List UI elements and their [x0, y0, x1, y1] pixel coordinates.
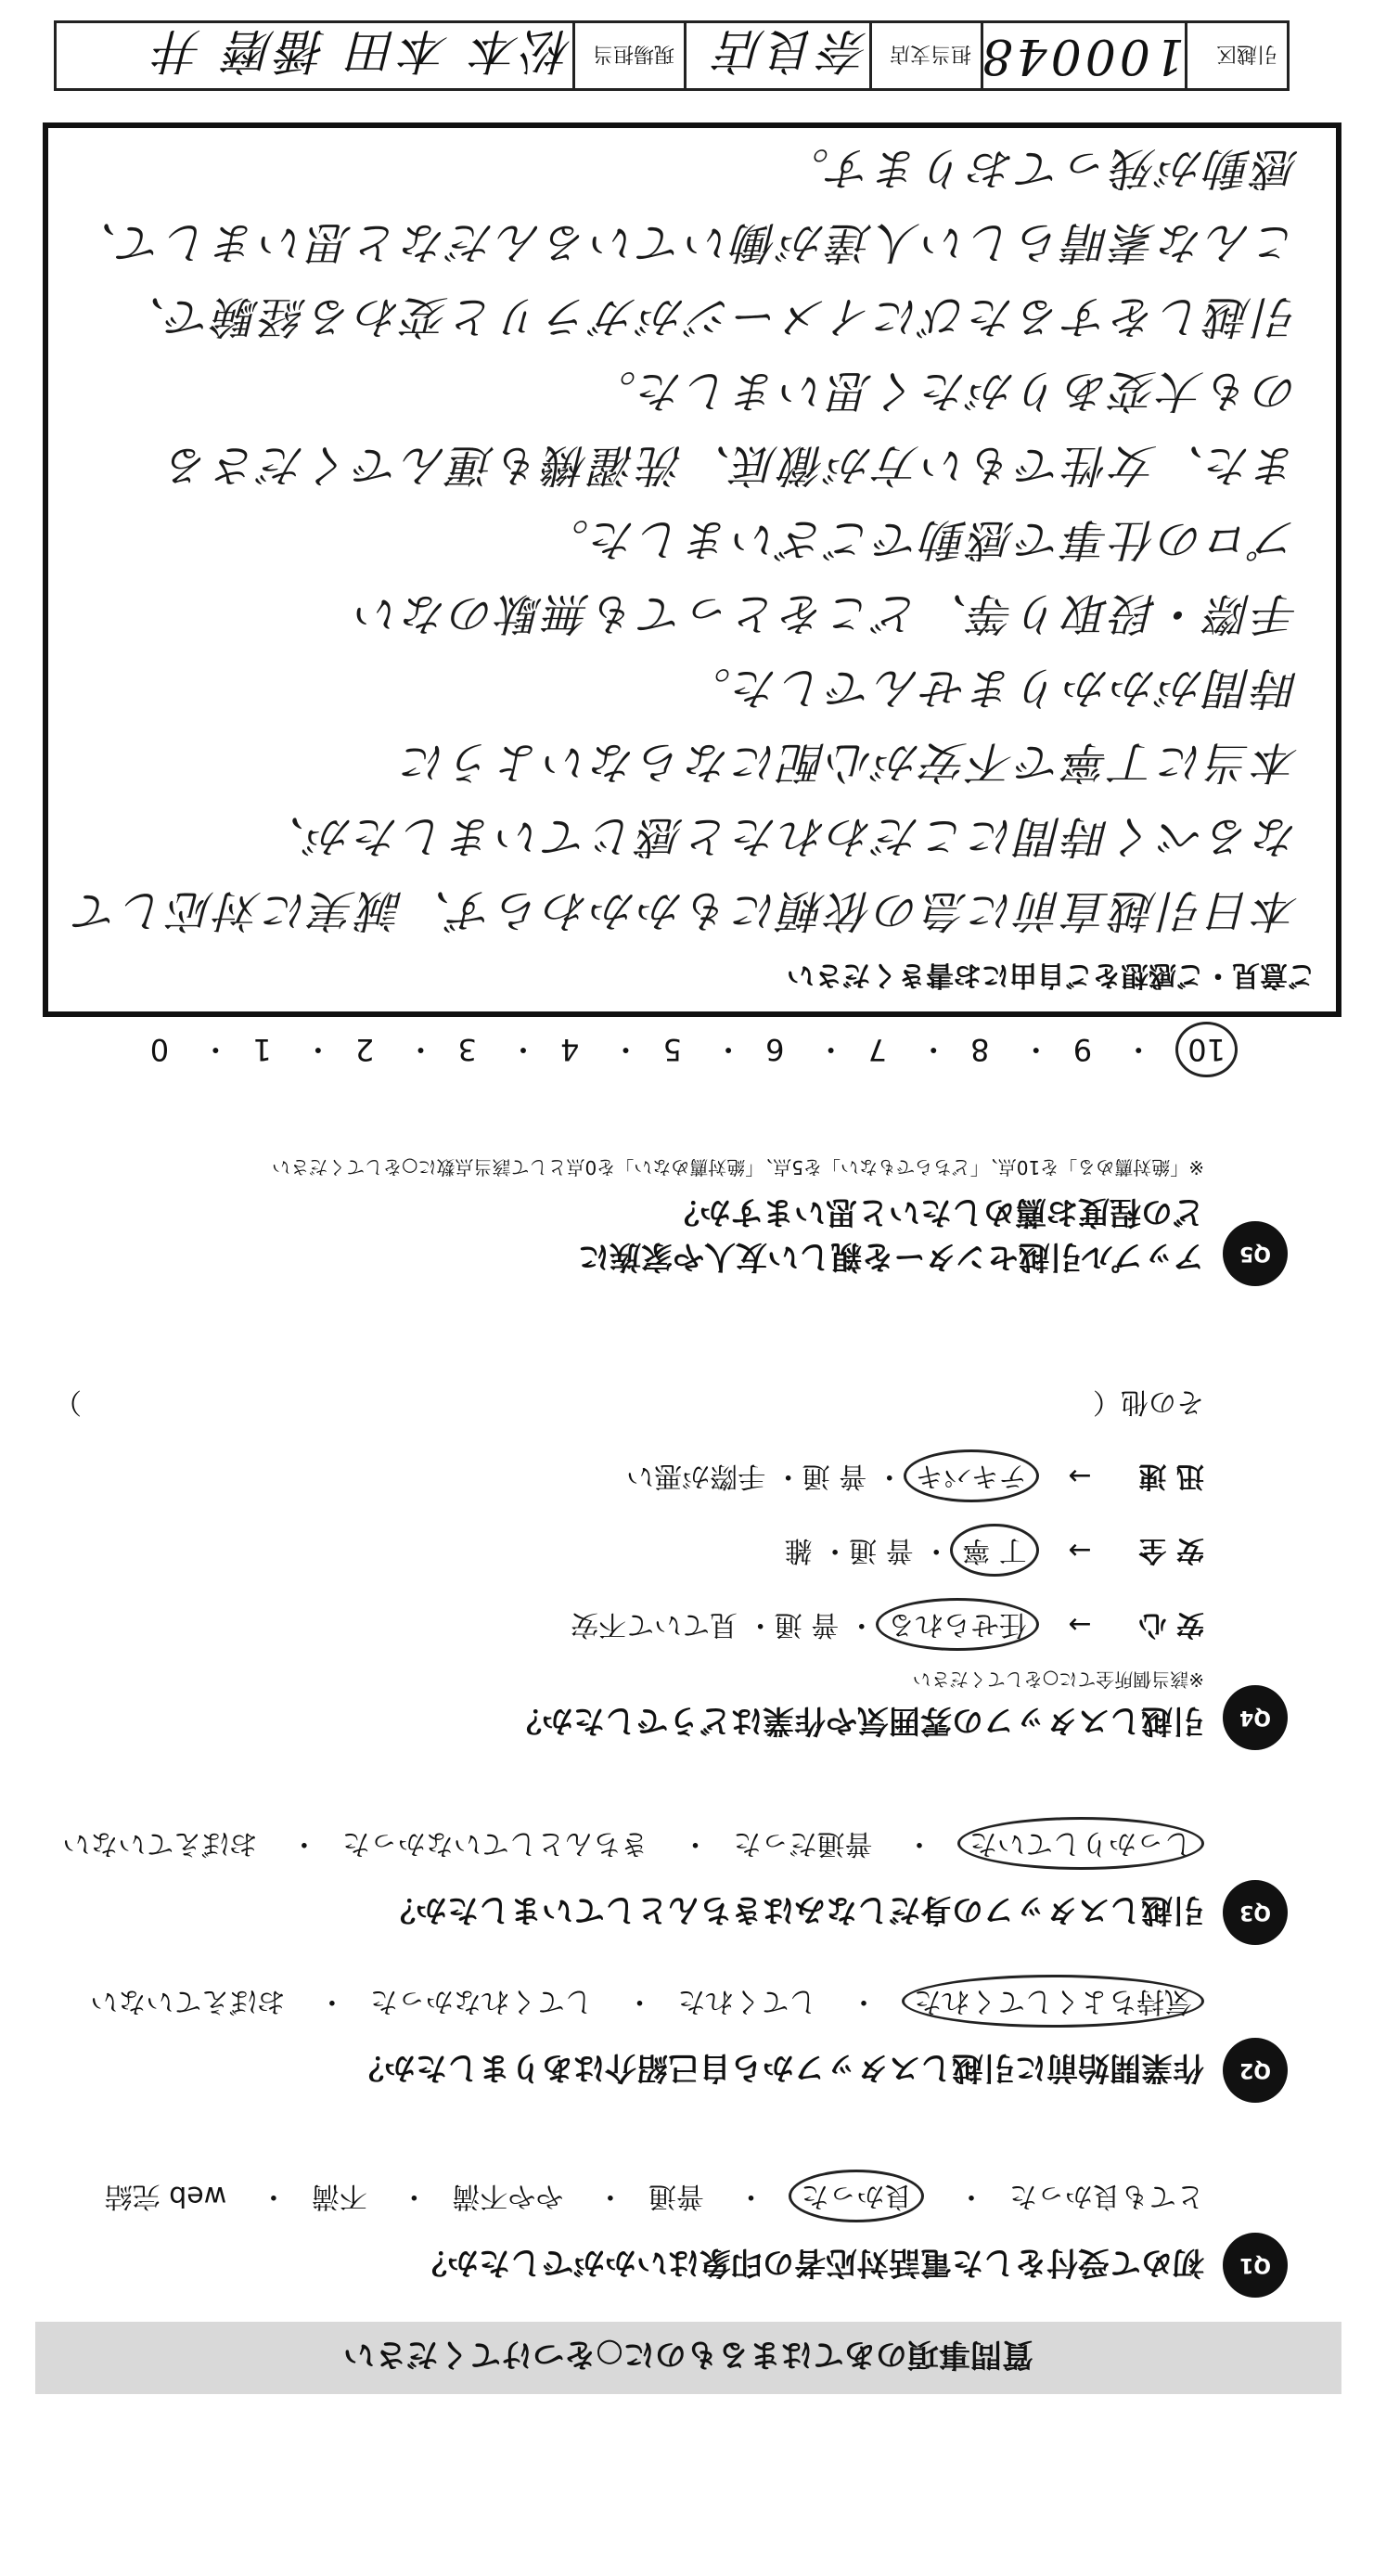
person-label-cell	[572, 23, 684, 88]
q3-badge: Q3	[1223, 1880, 1288, 1945]
person-handwritten: 松本 本田 播磨 井	[151, 22, 572, 79]
q3-option[interactable]: しっかりしていた	[957, 1817, 1204, 1870]
q4-row-anzen: 安 全 → 丁 寧・ 普 通・ 雑	[785, 1533, 1204, 1574]
q1-block	[91, 2168, 1288, 2298]
q4-option[interactable]: 見ていて不安	[571, 1608, 738, 1641]
arrow-icon: →	[1068, 1534, 1092, 1566]
score-10[interactable]: 10	[1175, 1022, 1238, 1077]
comment-line: また、女性でもい方が徹底、洗濯機も運んでくださる	[162, 439, 1299, 491]
comment-line: 本日引越直前に急の依頼にもかかわらず、誠実に対応して	[71, 884, 1299, 936]
hikoshi-label-cell	[1185, 23, 1287, 88]
comment-line: なるべく時間にこだわれたと感じていましたが、	[257, 810, 1299, 862]
person-label: 現場担当	[592, 42, 674, 66]
score-3[interactable]: 3	[457, 1032, 477, 1067]
q1-option[interactable]: 不満	[311, 2180, 367, 2212]
q3-block	[62, 1815, 1288, 1945]
q3-options: しっかりしていた・ 普通だった・ きちんとしていなかった・ おぼえていない	[62, 1826, 1204, 1867]
branch-label: 担当支店	[889, 42, 971, 66]
person-cell	[57, 23, 572, 88]
q3-option[interactable]: 普通だった	[733, 1827, 873, 1860]
q4-row-jinsoku: 迅 速 → テキパキ・ 普 通・ 手際が悪い	[626, 1459, 1204, 1500]
branch-label-cell	[869, 23, 981, 88]
q2-option[interactable]: おぼえていない	[90, 1985, 286, 2017]
q4-other-label: その他（	[1093, 1385, 1204, 1418]
arrow-icon: →	[1068, 1608, 1092, 1641]
q1-options: とても良かった・ 良かった・ 普通・ やや不満・ 不満・ web 完結	[105, 2179, 1204, 2220]
q3-question: 引越しスタッフの身だしなみはきちんとしていましたか？	[384, 1891, 1204, 1928]
q5-badge: Q5	[1223, 1221, 1288, 1286]
q5-question-line1: アップル引越センターを親しい友人や家族に	[578, 1238, 1204, 1275]
comment-line: 時間がかかりませんでした。	[683, 662, 1299, 714]
q4-option[interactable]: 任せられる	[876, 1598, 1039, 1651]
comment-line: こんな素晴らしい人達が働いているんだなと思いまして、	[69, 216, 1299, 268]
q4-row-label: 迅 速	[1138, 1460, 1204, 1492]
q2-option[interactable]: してくれなかった	[369, 1985, 593, 2017]
q2-option[interactable]: してくれた	[677, 1985, 817, 2017]
q4-note: ※該当個所全てに○をしてください	[912, 1668, 1204, 1691]
q1-option[interactable]: とても良かった	[1009, 2180, 1204, 2212]
score-5[interactable]: 5	[662, 1032, 682, 1067]
q4-option[interactable]: 普 通	[802, 1460, 867, 1492]
score-6[interactable]: 6	[765, 1032, 785, 1067]
q1-option[interactable]: やや不満	[452, 2180, 564, 2212]
q4-badge: Q4	[1223, 1685, 1288, 1750]
q4-option[interactable]: 普 通	[849, 1534, 914, 1566]
q5-note: ※「絶対薦める」を10点、「どちらでもない」を5点、「絶対薦めない」を0点として該当点数に○をしてください	[272, 1156, 1204, 1179]
comment-line: 本当に丁寧で不安が心配にならないように	[399, 736, 1299, 788]
score-8[interactable]: 8	[970, 1032, 990, 1067]
score-4[interactable]: 4	[560, 1032, 580, 1067]
q1-option[interactable]: 普通	[648, 2180, 704, 2212]
q3-option[interactable]: おぼえていない	[62, 1827, 258, 1860]
comment-box[interactable]	[43, 122, 1341, 1017]
q2-question: 作業開始前に引越しスタッフから自己紹介はありましたか？	[353, 2049, 1204, 2086]
q2-option[interactable]: 気持ちよくしてくれた	[902, 1975, 1204, 2028]
comment-title: ご意見・ご感想をご自由にお書きください	[787, 959, 1316, 991]
q1-option[interactable]: web 完結	[104, 2180, 227, 2212]
q5-question-line2: どの程度お薦めしたいと思いますか？	[668, 1193, 1204, 1230]
q2-badge: Q2	[1223, 2038, 1288, 2103]
q4-other	[54, 1385, 1204, 1425]
comment-line: 手際・段取り等、どこをとっても無駄のない	[353, 587, 1299, 639]
q1-question: 初めて受付をした電話対応者の印象はいかがでしたか？	[416, 2244, 1204, 2281]
score-7[interactable]: 7	[867, 1032, 887, 1067]
score-2[interactable]: 2	[354, 1032, 375, 1067]
q5-block	[91, 1138, 1288, 1286]
id-cell	[978, 23, 1185, 88]
score-scale: 10・ 9・ 8・ 7・ 6・ 5・ 4・ 3・ 2・ 1・ 0	[54, 1030, 1260, 1073]
comment-line: のも大変ありがたく思いました。	[588, 365, 1299, 417]
comment-line: プロの仕事で感動でございました。	[541, 513, 1299, 565]
q1-option[interactable]: 良かった	[789, 2170, 924, 2222]
q2-block	[91, 1973, 1288, 2103]
score-0[interactable]: 0	[149, 1032, 170, 1067]
score-9[interactable]: 9	[1072, 1032, 1093, 1067]
q4-row-label: 安 心	[1138, 1608, 1204, 1641]
q4-option[interactable]: 丁 寧	[950, 1524, 1039, 1577]
q2-options: 気持ちよくしてくれた・ してくれた・ してくれなかった・ おぼえていない	[90, 1984, 1204, 2025]
q1-badge: Q1	[1223, 2233, 1288, 2298]
q4-question: 引越しスタッフの雰囲気や作業はどうでしたか？	[510, 1702, 1204, 1739]
q4-option[interactable]: 普 通	[774, 1608, 840, 1641]
comment-line: 感動が残っております。	[781, 142, 1299, 194]
header-table	[54, 20, 1290, 91]
instruction-banner: 質問事項のあてはまるものに○をつけてください	[35, 2322, 1341, 2394]
arrow-icon: →	[1068, 1460, 1092, 1492]
hikoshi-label: 引越区	[1215, 42, 1277, 66]
q4-block	[54, 1360, 1288, 1750]
q4-row-label: 安 全	[1138, 1534, 1204, 1566]
q4-option[interactable]: テキパキ	[904, 1449, 1039, 1502]
q4-option[interactable]: 雑	[784, 1534, 813, 1566]
q4-other-close: ）	[54, 1385, 82, 1418]
comment-line: 引越しをするたびにイメージがガラリと変わる経験で、	[118, 290, 1299, 342]
id-handwritten: 100048	[978, 28, 1185, 84]
score-1[interactable]: 1	[252, 1032, 272, 1067]
q3-option[interactable]: きちんとしていなかった	[341, 1827, 648, 1860]
branch-cell	[684, 23, 869, 88]
branch-handwritten: 奈良店	[712, 22, 869, 79]
q4-row-anshin: 安 心 → 任せられる・ 普 通・ 見ていて不安	[571, 1607, 1204, 1648]
q4-option[interactable]: 手際が悪い	[626, 1460, 766, 1492]
